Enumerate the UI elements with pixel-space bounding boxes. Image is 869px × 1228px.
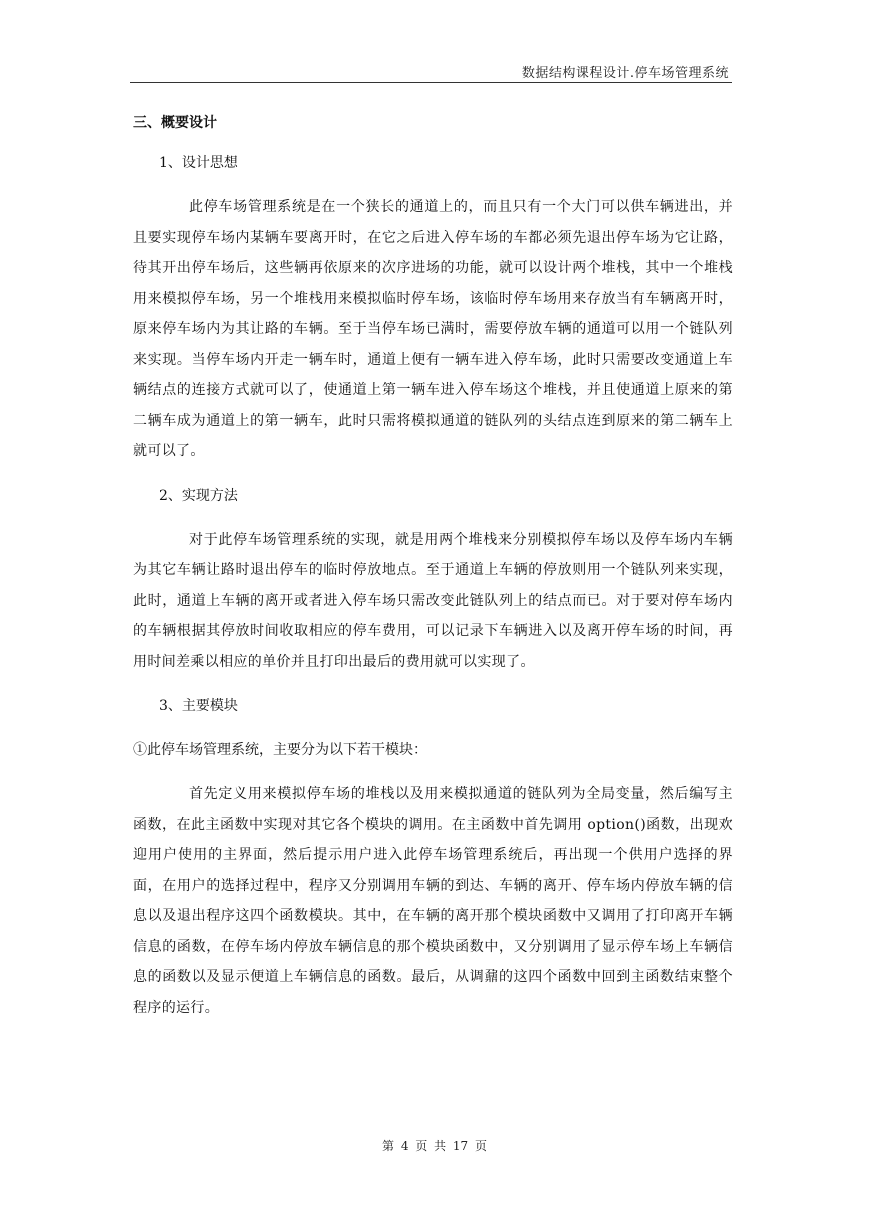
module-list-intro: ①此停车场管理系统，主要分为以下若干模块： xyxy=(133,742,427,758)
page-content xyxy=(133,108,733,1037)
paragraph-implementation: 对于此停车场管理系统的实现，就是用两个堆栈来分别模拟停车场以及停车场内车辆为其它车辆让路时退出停车的临时停放地点。至于通道上车辆的停放则用一个链队列来实现，此时，通道上车辆的离开或者进入停车场只需改变此链队列上的结点而已。对于要对停车场内的车辆根据其停放时间收取相应的停车费用，可以记录下车辆进入以及离开停车场的时间，再用时间差乘以相应的单价并且打印出最后的费用就可以实现了。 xyxy=(133,531,733,670)
subsection-heading-main-modules: 3、主要模块 xyxy=(159,698,238,714)
section-title: 三、概要设计 xyxy=(133,115,217,131)
header-divider xyxy=(130,82,732,83)
running-header: 数据结构课程设计.停车场管理系统 xyxy=(521,66,729,81)
page-number: 第 4 页 共 17 页 xyxy=(382,1139,487,1153)
paragraph-design-idea: 此停车场管理系统是在一个狭长的通道上的，而且只有一个大门可以供车辆进出，并且要实现停车场内某辆车要离开时，在它之后进入停车场的车都必须先退出停车场为它让路，待其开出停车场后，这些辆再依原来的次序进场的功能，就可以设计两个堆栈，其中一个堆栈用来模拟停车场，另一个堆栈用来模拟临时停车场，该临时停车场用来存放当有车辆离开时，原来停车场内为其让路的车辆。至于当停车场已满时，需要停放车辆的通道可以用一个链队列来实现。当停车场内开走一辆车时，通道上便有一辆车进入停车场，此时只需要改变通道上车辆结点的连接方式就可以了，使通道上第一辆车进入停车场这个堆栈，并且使通道上原来的第二辆车成为通道上的第一辆车，此时只需将模拟通道的链队列的头结点连到原来的第二辆车上就可以了。 xyxy=(133,199,733,459)
paragraph-main-modules: 首先定义用来模拟停车场的堆栈以及用来模拟通道的链队列为全局变量，然后编写主函数，在此主函数中实现对其它各个模块的调用。在主函数中首先调用 option()函数，出现欢迎用户使用的主界面，然后提示用户进入此停车场管理系统后，再出现一个供用户选择的界面，在用户的选择过程中，程序又分别调用车辆的到达、车辆的离开、停车场内停放车辆的信息以及退出程序这四个函数模块。其中，在车辆的离开那个模块函数中又调用了打印离开车辆信息的函数，在停车场内停放车辆信息的那个模块函数中，又分别调用了显示停车场上车辆信息的函数以及显示便道上车辆信息的函数。最后，从调鼐的这四个函数中回到主函数结束整个程序的运行。 xyxy=(133,786,733,1016)
subsection-heading-design-idea: 1、设计思想 xyxy=(159,155,238,171)
subsection-heading-implementation: 2、实现方法 xyxy=(159,487,238,504)
